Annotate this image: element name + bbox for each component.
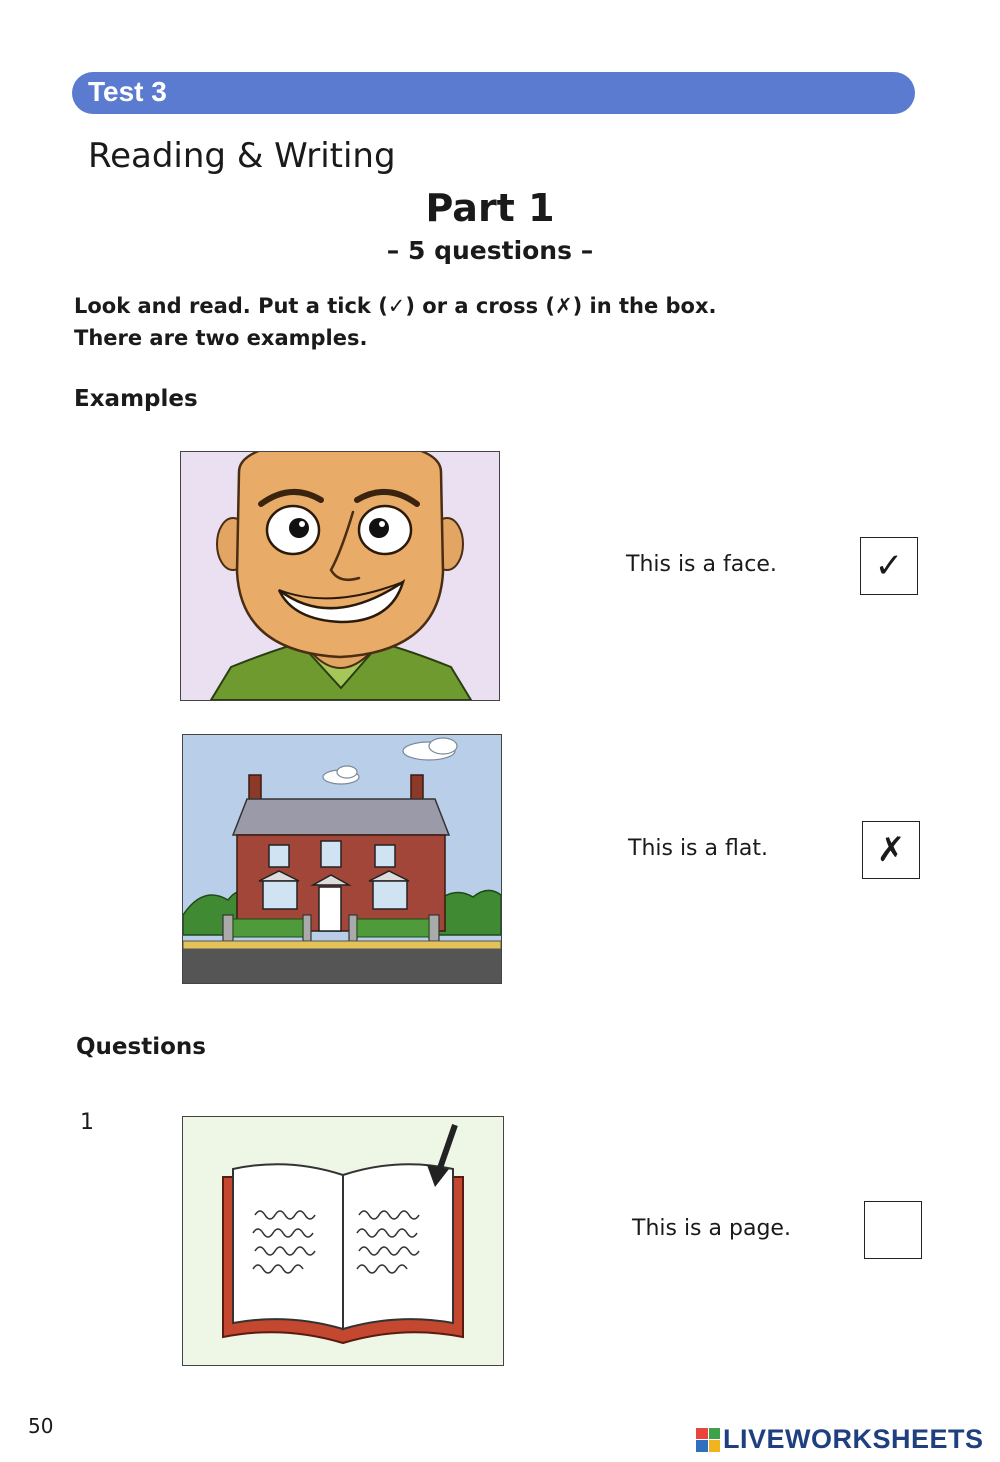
question-1-number: 1 — [80, 1110, 94, 1135]
liveworksheets-brand — [696, 1424, 984, 1455]
section-title: Reading & Writing — [88, 136, 396, 176]
example-2-answer-box: ✗ — [862, 821, 920, 879]
liveworksheets-logo-icon — [696, 1428, 720, 1452]
test-banner — [72, 72, 915, 114]
instructions — [74, 290, 717, 354]
instruction-line-1: Look and read. Put a tick (✓) or a cross (✗) in the box. — [74, 294, 717, 318]
example-1-answer-box: ✓ — [860, 537, 918, 595]
page-number: 50 — [28, 1414, 54, 1438]
instruction-line-2: There are two examples. — [74, 326, 368, 350]
house-illustration — [182, 734, 502, 984]
questions-heading: Questions — [76, 1034, 206, 1060]
open-book-illustration — [182, 1116, 504, 1366]
question-1-sentence: This is a page. — [632, 1216, 791, 1241]
face-illustration — [180, 451, 500, 701]
example-2-sentence: This is a flat. — [628, 836, 768, 861]
question-1-answer-box[interactable] — [864, 1201, 922, 1259]
brand-name: LIVEWORKSHEETS — [723, 1424, 984, 1454]
part-title: Part 1 — [425, 186, 555, 230]
part-subtitle: – 5 questions – — [386, 236, 594, 265]
examples-heading: Examples — [74, 386, 198, 412]
example-1-sentence: This is a face. — [626, 552, 777, 577]
test-label: Test 3 — [88, 76, 167, 107]
